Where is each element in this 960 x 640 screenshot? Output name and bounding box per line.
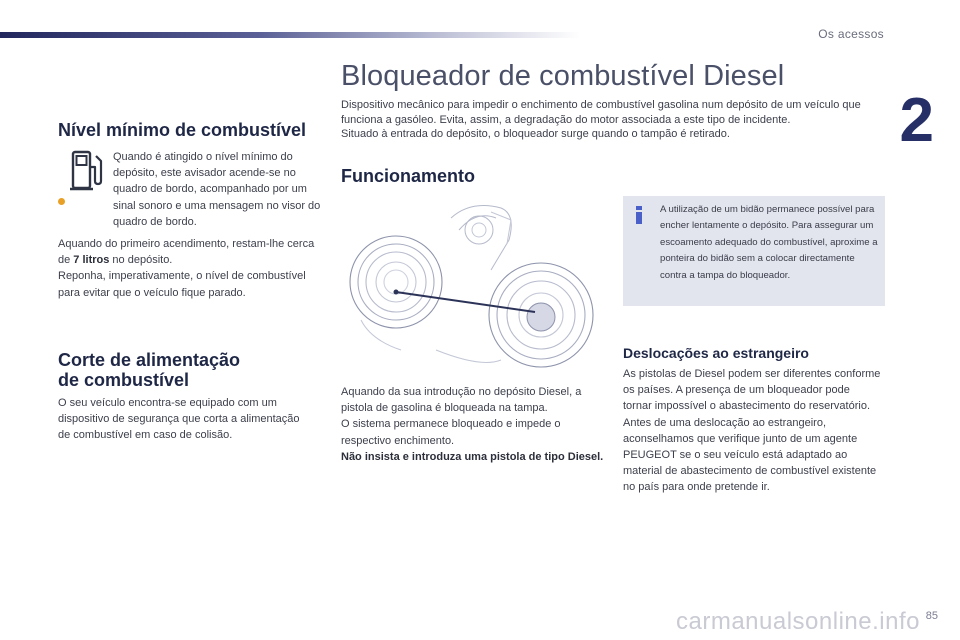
intro-text: Dispositivo mecânico para impedir o enchimento de combustível gasolina num depósito de um veículo que funciona a gasóleo. Evita, assim, a degradação do motor associada a este tipo de incidente. Situado à entrada do depósito, o bloqueador surge quando o tampão é retirado. <box>341 99 861 141</box>
watermark: carmanualsonline.info <box>676 608 920 635</box>
nivel-warning-text: Quando é atingido o nível mínimo do depósito, este avisador acende-se no quadro de bordo, acompanhado por um sinal sonoro e uma mensagem no visor do quadro de bordo. <box>113 151 321 228</box>
warning-indicator-dot <box>58 198 65 205</box>
fuel-filler-illustration <box>341 200 595 370</box>
nivel-paragraph-1: Aquando do primeiro acendimento, restam-lhe cerca de 7 litros no depósito. <box>58 238 315 267</box>
nivel-paragraph-2: Reponha, imperativamente, o nível de combustível para evitar que o veículo fique parado. <box>58 270 306 299</box>
nivel-paragraph <box>58 236 320 301</box>
funcionamento-text: Aquando da sua introdução no depósito Diesel, a pistola de gasolina é bloqueada na tampa. O sistema permanece bloqueado e impede o respectivo enchimento. Não insista e introduza uma pistola de tipo Diesel. <box>341 386 604 463</box>
chapter-number: 2 <box>899 86 934 155</box>
page-number: 85 <box>925 610 938 622</box>
heading-funcionamento: Funcionamento <box>341 166 475 186</box>
heading-corte-alimentacao: Corte de alimentação de combustível <box>58 350 241 390</box>
heading-deslocacoes: Deslocações ao estrangeiro <box>623 345 809 361</box>
info-box <box>623 196 885 306</box>
deslocacoes-text: As pistolas de Diesel podem ser diferentes conforme os países. A presença de um bloqueador pode tornar impossível o abastecimento do reservatório. Antes de uma deslocação ao estrangeiro, aconselhamos que verifique junto de um agente PEUGEOT se o seu veículo está adaptado ao material de abastecimento de combustível existente no país para onde pretende ir. <box>623 368 881 494</box>
info-icon <box>633 206 645 224</box>
section-name: Os acessos <box>818 27 884 41</box>
info-text: A utilização de um bidão permanece possível para encher lentamente o depósito. Para assegurar um escoamento adequado do combustível, aproxime a ponteira do bidão sem a colocar directamente contra a tampa do bloqueador. <box>660 204 878 281</box>
heading-nivel-minimo: Nível mínimo de combustível <box>58 120 307 140</box>
corte-text: O seu veículo encontra-se equipado com um dispositivo de segurança que corta a alimentação de combustível em caso de colisão. <box>58 397 300 442</box>
fuel-pump-icon <box>70 149 104 193</box>
page-title: Bloqueador de combustível Diesel <box>341 60 785 92</box>
header-bar <box>0 32 580 38</box>
